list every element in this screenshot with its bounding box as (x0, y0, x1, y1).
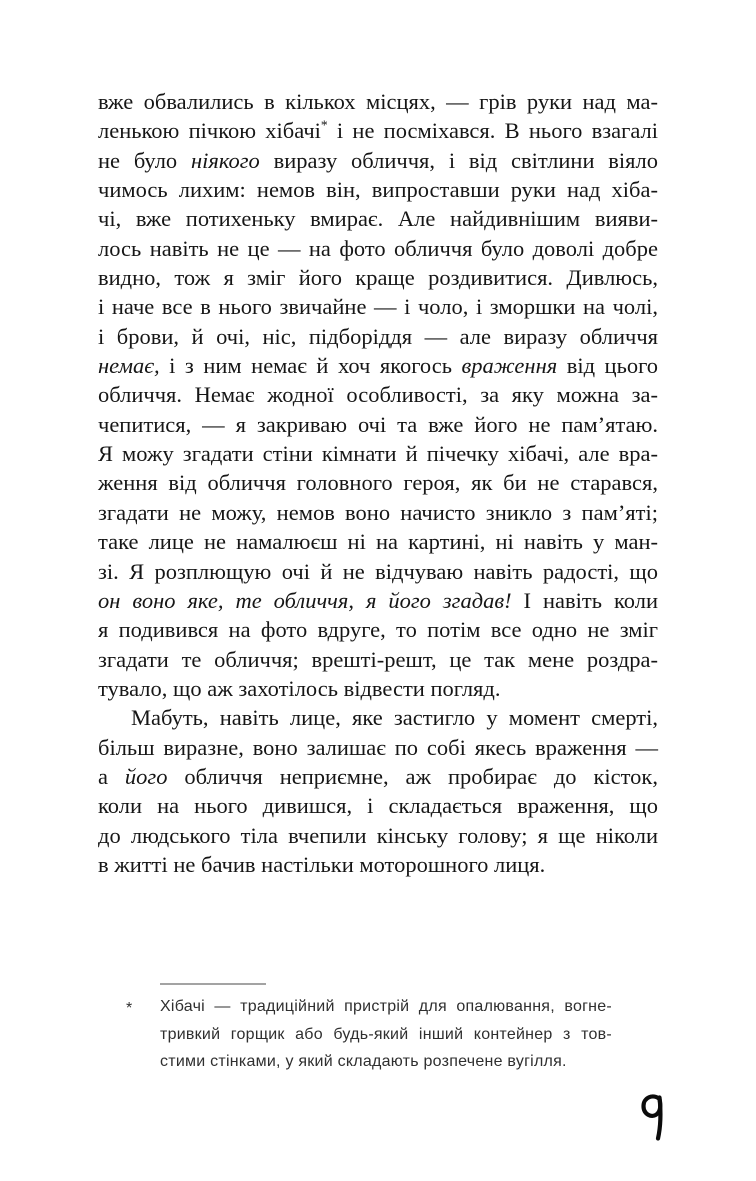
text-line: ження від обличчя головного героя, як би не старався, (98, 470, 658, 496)
text-line: тувало, що аж захотілось відвести погляд. (98, 675, 501, 701)
text-line: зі. Я розплющую очі й не відчуваю навіть радості, що (98, 558, 658, 584)
text-line: я подивився на фото вдруге, то потім все одно не зміг (98, 617, 658, 643)
footnote-line: стими стінками, у який складають розпечене вугілля. (160, 1053, 567, 1070)
text-line: не було ніякого виразу обличчя, і від світлини віяло (98, 147, 659, 173)
text-line: і наче все в нього звичайне — і чоло, і зморшки на чолі, (98, 294, 658, 320)
footnote-divider (160, 983, 266, 985)
text-line: а його обличчя неприємне, аж пробирає до кісток, (98, 763, 658, 789)
footnote-line: Хібачі — традиційний пристрій для опалювання, вогне- (160, 998, 612, 1015)
text-line: лось навіть не це — на фото обличчя було доволі добре (98, 235, 658, 261)
text-line: в житті не бачив настільки моторошного лиця. (98, 851, 546, 877)
text-line: таке лице не намалюєш ні на картині, ні навіть у ман- (98, 529, 658, 555)
text-line: згадати те обличчя; врешті-решт, це так мене роздра- (98, 646, 658, 672)
text-line: Мабуть, навіть лице, яке застигло у момент смерті, (131, 705, 658, 731)
body-text (98, 87, 658, 879)
text-line: коли на нього дивишся, і складається враження, що (98, 793, 658, 819)
text-line: більш виразне, воно залишає по собі якесь враження — (98, 734, 658, 760)
text-line: чепитися, — я закриваю очі та вже його не пам’ятаю. (98, 411, 658, 437)
text-line: чі, вже потихеньку вмирає. Але найдивнішим вияви- (98, 206, 658, 232)
footnote-text (160, 993, 612, 1076)
footnote-line: тривкий горщик або будь-який інший контейнер з тов- (160, 1025, 612, 1043)
text-line: он воно яке, те обличчя, я його згадав! І навіть коли (98, 587, 658, 613)
text-line: немає, і з ним немає й хоч якогось враження від цього (98, 353, 659, 379)
page-number (638, 1092, 672, 1144)
text-line: до людського тіла вчепили кінську голову; я ще ніколи (98, 822, 658, 848)
text-line: ленькою пічкою хібачі* і не посміхався. В нього взагалі (98, 117, 658, 144)
text-line: і брови, й очі, ніс, підборіддя — але виразу обличчя (98, 323, 658, 349)
text-line: Я можу згадати стіни кімнати й пічечку хібачі, але вра- (98, 441, 658, 467)
footnote-marker: * (126, 1000, 133, 1017)
text-line: видно, тож я зміг його краще роздивитися. Дивлюсь, (98, 265, 658, 291)
text-line: згадати не можу, немов воно начисто зникло з пам’яті; (98, 499, 658, 525)
text-line: чимось лихим: немов він, випроставши руки над хіба- (98, 177, 658, 203)
footnote (126, 983, 612, 1076)
text-line: вже обвалились в кількох місцях, — грів руки над ма- (98, 89, 658, 114)
text-line: обличчя. Немає жодної особливості, за яку можна за- (98, 382, 658, 408)
page-number-glyph (638, 1092, 672, 1144)
